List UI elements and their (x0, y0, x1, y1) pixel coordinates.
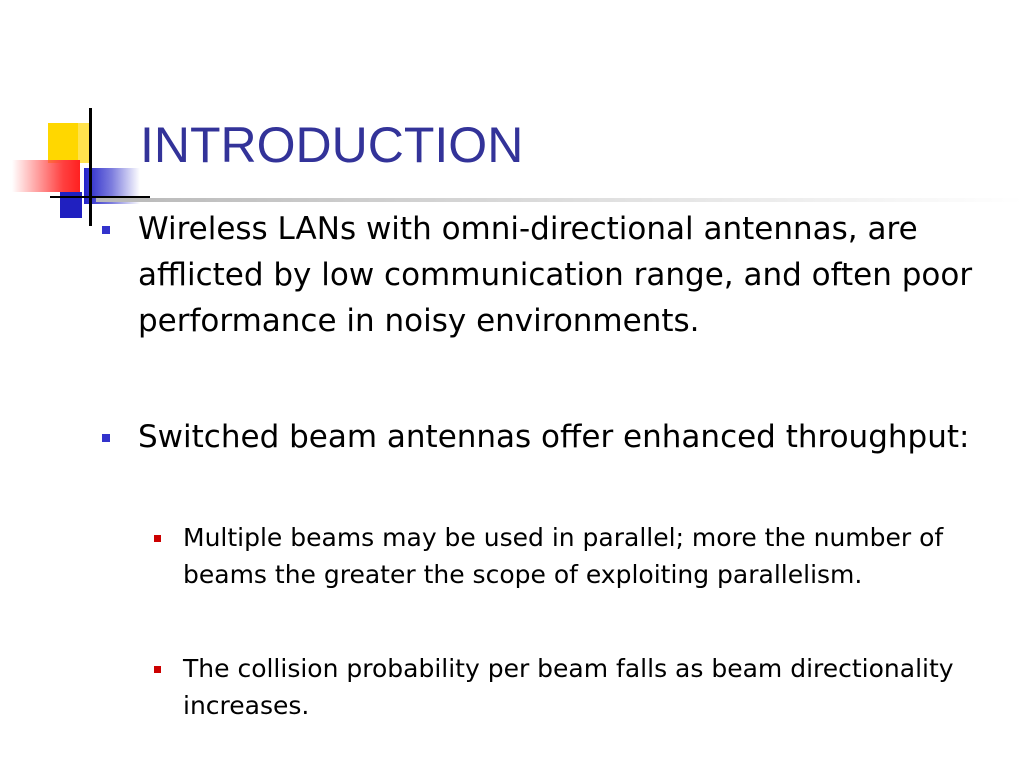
sub-bullet-square-icon (154, 666, 161, 673)
bullet-item (138, 414, 978, 460)
sub-bullet-item (183, 650, 993, 724)
slide-title: INTRODUCTION (140, 117, 524, 173)
sub-bullet-text: The collision probability per beam falls as beam directionality increases. (183, 654, 954, 720)
bullet-item (138, 206, 978, 344)
logo-vertical-line (89, 108, 92, 226)
sub-bullet-square-icon (154, 535, 161, 542)
logo-yellow-square (48, 123, 78, 163)
sub-bullet-item (183, 519, 993, 593)
bullet-text: Switched beam antennas offer enhanced throughput: (138, 419, 970, 455)
bullet-square-icon (102, 226, 110, 234)
logo-red-square (12, 160, 80, 192)
bullet-text: Wireless LANs with omni-directional antennas, are afflicted by low communication range, and often poor performance in noisy environments. (138, 211, 973, 339)
sub-bullet-text: Multiple beams may be used in parallel; more the number of beams the greater the scope of exploiting parallelism. (183, 523, 944, 589)
title-underline (96, 198, 1024, 202)
bullet-square-icon (102, 434, 110, 442)
decorative-squares-logo-icon (0, 0, 160, 240)
